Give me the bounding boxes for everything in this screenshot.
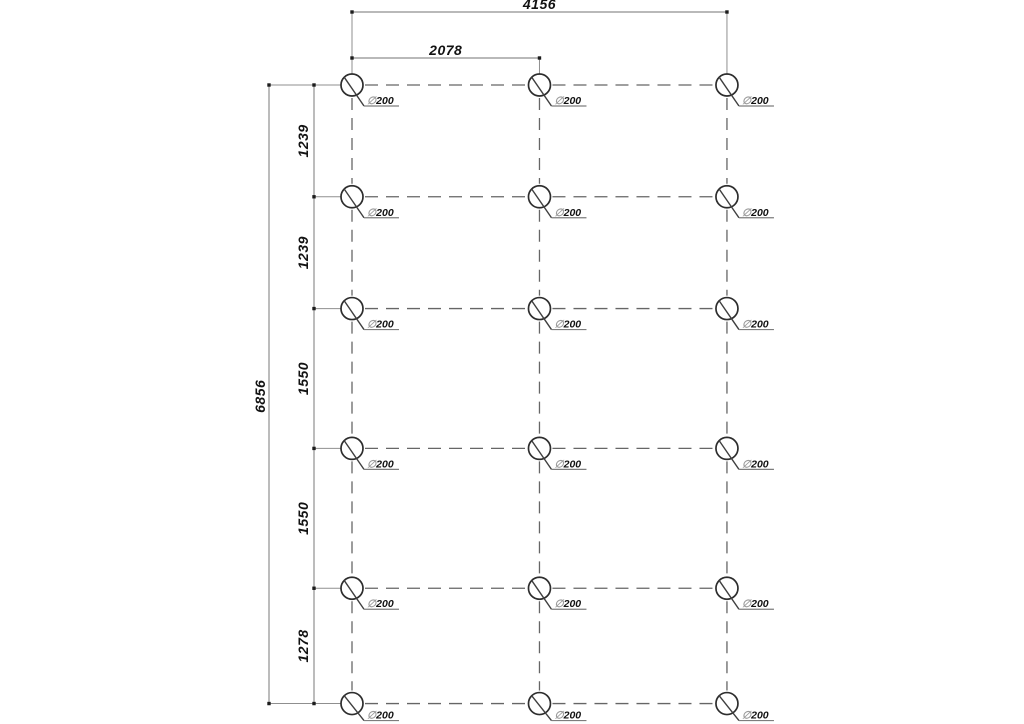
dimension-tick <box>312 83 315 86</box>
diameter-value: 200 <box>376 458 394 471</box>
dimension-tick <box>312 702 315 705</box>
diameter-symbol: ∅ <box>741 598 752 611</box>
diameter-value: 200 <box>563 458 582 471</box>
diameter-symbol: ∅ <box>554 95 564 107</box>
dimension-label: 1239 <box>295 124 311 158</box>
dimension-tick <box>350 10 353 13</box>
diameter-value: 200 <box>751 206 769 219</box>
diameter-symbol: ∅ <box>367 598 377 611</box>
diameter-value: 200 <box>376 318 394 331</box>
dimension-label: 4156 <box>522 0 557 12</box>
diameter-symbol: ∅ <box>367 318 377 331</box>
pile-diameter-label <box>554 207 581 219</box>
pile-diameter-label <box>367 710 394 722</box>
dimension-label: 1550 <box>295 361 311 396</box>
diameter-symbol: ∅ <box>741 709 752 722</box>
pile-diameter-label <box>554 598 581 610</box>
diameter-symbol: ∅ <box>554 206 564 219</box>
dimension-tick <box>725 10 728 13</box>
diameter-value: 200 <box>563 95 582 107</box>
pile-diameter-label <box>742 95 769 107</box>
pile-diameter-label <box>554 710 581 722</box>
diameter-value: 200 <box>751 709 769 722</box>
diameter-symbol: ∅ <box>741 318 752 331</box>
diameter-symbol: ∅ <box>554 709 564 722</box>
pile-diameter-label <box>742 710 769 722</box>
diameter-symbol: ∅ <box>741 95 752 107</box>
dimension-tick <box>312 447 315 450</box>
pile-diameter-label <box>367 598 394 610</box>
dimension-tick <box>267 702 270 705</box>
diameter-value: 200 <box>376 709 394 722</box>
pile-diameter-label <box>742 319 769 331</box>
pile-diameter-label <box>367 95 394 107</box>
dimension-label: 1239 <box>295 236 311 270</box>
dimension-label: 2078 <box>429 42 463 58</box>
diameter-symbol: ∅ <box>554 598 564 611</box>
diameter-symbol: ∅ <box>741 206 752 219</box>
diameter-value: 200 <box>376 95 394 107</box>
diameter-value: 200 <box>563 598 582 611</box>
dimension-label: 1278 <box>295 629 311 663</box>
diameter-value: 200 <box>563 709 582 722</box>
dimension-tick <box>312 307 315 310</box>
pile-diameter-label <box>554 95 581 107</box>
pile-diameter-label <box>554 458 581 470</box>
diameter-value: 200 <box>563 318 582 331</box>
dimension-label: 6856 <box>252 379 268 413</box>
diameter-symbol: ∅ <box>367 95 377 107</box>
diameter-value: 200 <box>751 458 769 471</box>
diameter-symbol: ∅ <box>554 318 564 331</box>
diameter-value: 200 <box>751 95 769 107</box>
pile-diameter-label <box>742 458 769 470</box>
diameter-symbol: ∅ <box>367 709 377 722</box>
dimension-tick <box>312 195 315 198</box>
dimension-label: 1550 <box>295 501 311 535</box>
dimension-tick <box>350 56 353 59</box>
diameter-value: 200 <box>751 598 769 611</box>
pile-diameter-label <box>554 319 581 331</box>
pile-diameter-label <box>367 319 394 331</box>
pile-diameter-label <box>742 598 769 610</box>
diameter-value: 200 <box>563 206 582 219</box>
diameter-value: 200 <box>751 318 769 331</box>
diameter-symbol: ∅ <box>367 206 377 219</box>
diameter-value: 200 <box>376 598 394 611</box>
diameter-symbol: ∅ <box>367 458 377 471</box>
pile-diameter-label <box>367 207 394 219</box>
dimension-tick <box>538 56 541 59</box>
pile-diameter-label <box>367 458 394 470</box>
pile-diameter-label <box>742 207 769 219</box>
diameter-symbol: ∅ <box>741 458 752 471</box>
dimension-tick <box>267 83 270 86</box>
diameter-value: 200 <box>376 206 394 219</box>
diameter-symbol: ∅ <box>554 458 564 471</box>
dimension-tick <box>312 587 315 590</box>
